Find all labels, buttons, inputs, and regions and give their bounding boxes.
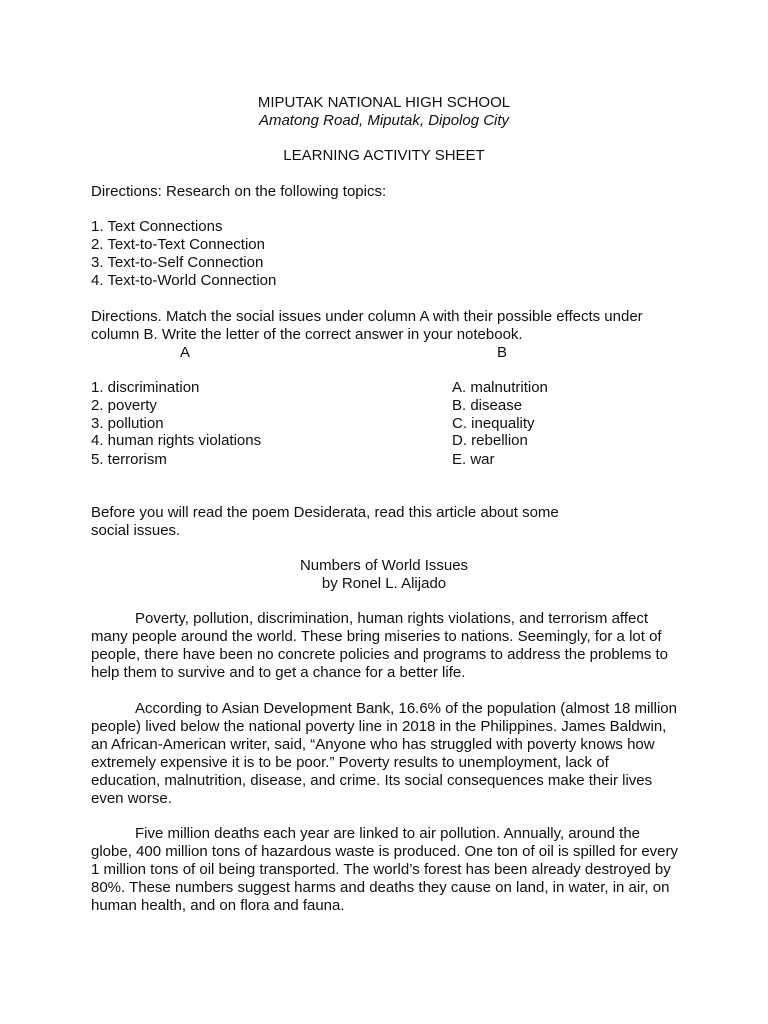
article-paragraph-text: Five million deaths each year are linked to air pollution. Annually, around the globe, 400 million tons of hazardous waste is produced. One ton of oil is spilled for every 1 million tons of oil being transported. The world’s forest has been already destroyed by 80%. These numbers suggest harms and deaths they cause on land, in water, in air, on human health, and on flora and fauna. <box>91 825 678 914</box>
column-b-item: C. inequality <box>452 415 535 432</box>
article-paragraph-text: According to Asian Development Bank, 16.6% of the population (almost 18 million people) lived below the national poverty line in 2018 in the Philippines. James Baldwin, an African-American writer, said, “Anyone who has struggled with poverty knows how extremely expensive it is to be poor.” Poverty results to unemployment, lack of education, malnutrition, disease, and crime. Its social consequences make their lives even worse. <box>91 700 677 807</box>
column-a-header: A <box>180 344 191 361</box>
column-a-item: 4. human rights violations <box>91 432 262 449</box>
article-paragraph <box>91 610 681 682</box>
column-a-item: 2. poverty <box>91 397 157 414</box>
intro-line2: social issues. <box>91 522 181 539</box>
article-title: Numbers of World Issues <box>299 557 469 574</box>
topic-item: 2. Text-to-Text Connection <box>91 236 265 253</box>
column-b-item: B. disease <box>452 397 523 414</box>
school-address: Amatong Road, Miputak, Dipolog City <box>258 112 510 129</box>
column-b-item: D. rebellion <box>452 432 528 449</box>
column-a-item: 3. pollution <box>91 415 164 432</box>
matching-directions-line1: Directions. Match the social issues under column A with their possible effects under <box>91 308 643 325</box>
column-b-item: A. malnutrition <box>452 379 548 396</box>
sheet-title: LEARNING ACTIVITY SHEET <box>283 147 485 164</box>
matching-directions-line2: column B. Write the letter of the correct answer in your notebook. <box>91 326 523 343</box>
column-a-item: 5. terrorism <box>91 451 167 468</box>
topic-item: 3. Text-to-Self Connection <box>91 254 264 271</box>
column-a-item: 1. discrimination <box>91 379 200 396</box>
article-paragraph <box>91 825 681 915</box>
topic-item: 1. Text Connections <box>91 218 223 235</box>
article-paragraph <box>91 700 681 808</box>
column-b-header: B <box>497 344 508 361</box>
article-byline: by Ronel L. Alijado <box>321 575 447 592</box>
school-name: MIPUTAK NATIONAL HIGH SCHOOL <box>257 94 511 111</box>
intro-line1: Before you will read the poem Desiderata, read this article about some <box>91 504 559 521</box>
research-directions: Directions: Research on the following topics: <box>91 183 387 200</box>
article-paragraph-text: Poverty, pollution, discrimination, human rights violations, and terrorism affect many people around the world. These bring miseries to nations. Seemingly, for a lot of people, there have been no concrete policies and programs to address the problems to help them to survive and to get a chance for a better life. <box>91 610 669 681</box>
topic-item: 4. Text-to-World Connection <box>91 272 277 289</box>
column-b-item: E. war <box>452 451 495 468</box>
